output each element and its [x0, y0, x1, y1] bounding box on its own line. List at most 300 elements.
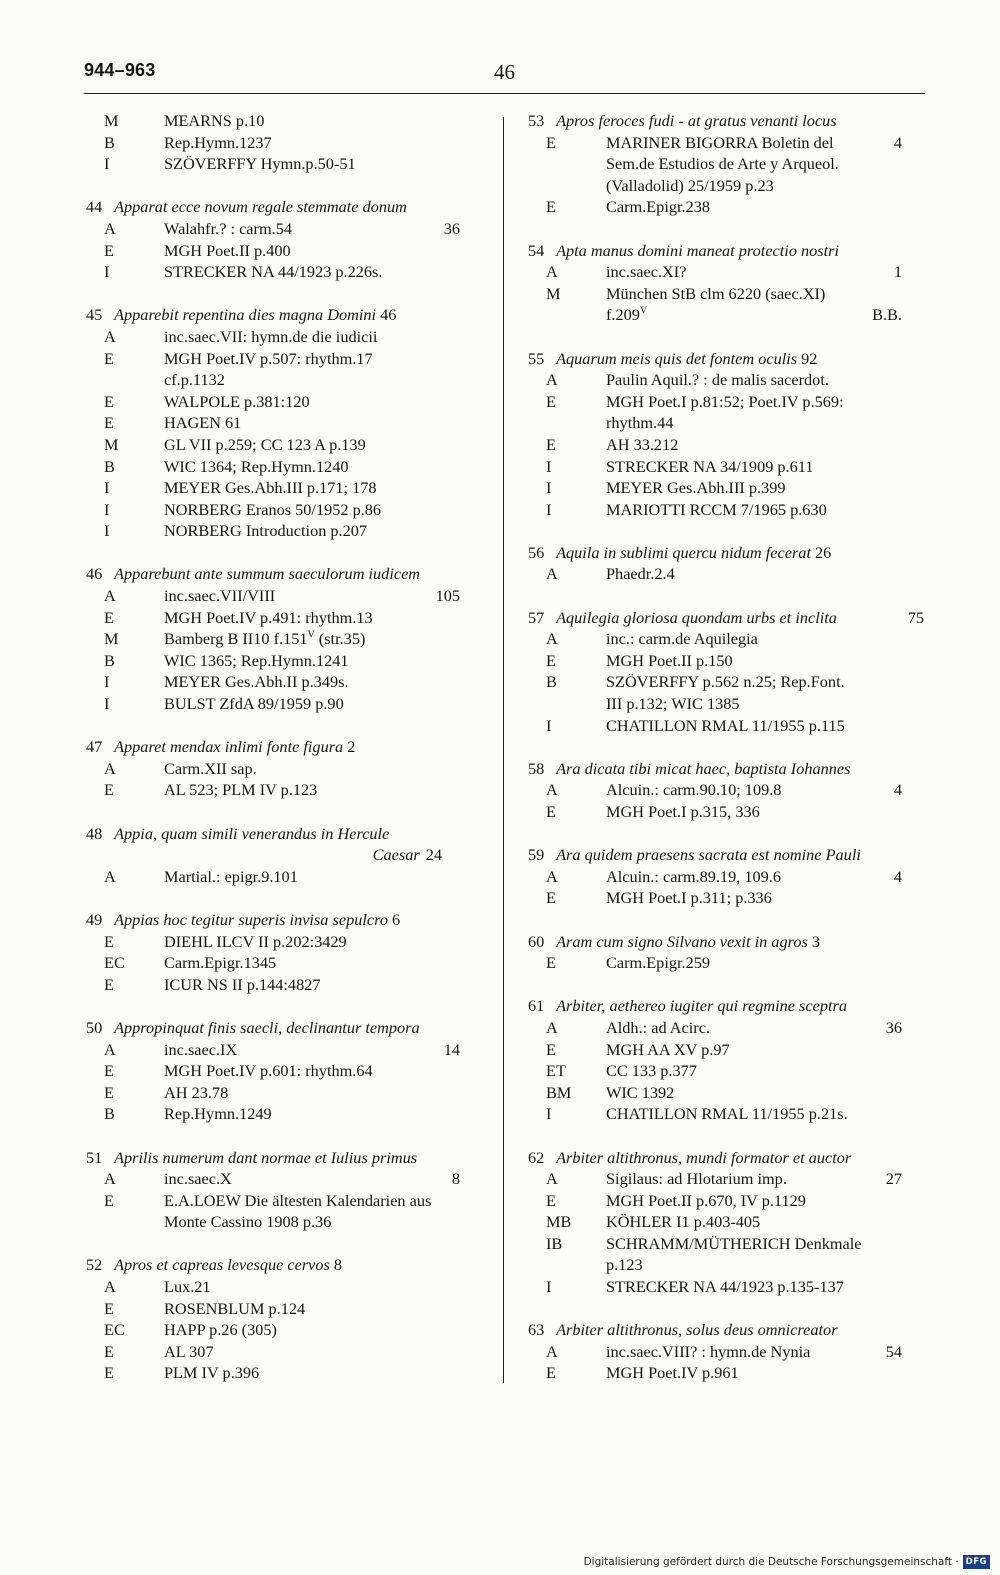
reference-text: [164, 1191, 431, 1210]
entry-heading: [86, 909, 486, 931]
reference-citation: WALPOLE p.381:120: [164, 391, 310, 411]
reference-citation: Carm.XII sap.: [164, 758, 257, 778]
reference-type: E: [546, 197, 556, 217]
verse-count: 4: [893, 780, 902, 800]
entry-incipit: Arbiter altithronus, mundi formator et auctor: [556, 1147, 852, 1167]
reference-line: [86, 650, 486, 672]
entry-incipit-continued: Caesar: [372, 845, 420, 865]
reference-citation: MGH AA XV p.97: [606, 1039, 730, 1059]
reference-text: [164, 111, 264, 130]
reference-text: [606, 176, 774, 195]
reference-line: [528, 175, 928, 197]
reference-line: [528, 952, 928, 974]
verse-count: 36: [885, 1017, 902, 1037]
verse-count: 75: [907, 607, 924, 627]
reference-line: [528, 671, 928, 693]
reference-citation: NORBERG Introduction p.207: [164, 521, 368, 541]
reference-citation: MGH Poet.II p.150: [606, 650, 733, 670]
verse-count: 27: [885, 1169, 902, 1189]
reference-type: E: [104, 780, 114, 800]
catalog-entry: [86, 196, 486, 282]
reference-citation: WIC 1365; Rep.Hymn.1241: [164, 650, 349, 670]
reference-type: E: [104, 931, 114, 951]
reference-line: [528, 1082, 928, 1104]
reference-line: [528, 369, 928, 391]
entry-number: 52: [86, 1255, 103, 1275]
reference-citation: E.A.LOEW Die ältesten Kalendarien aus: [164, 1190, 432, 1210]
reference-line: [86, 974, 486, 996]
reference-type: EC: [104, 953, 125, 973]
reference-type: E: [546, 802, 556, 821]
entry-number: 59: [528, 845, 545, 865]
reference-type: A: [546, 262, 558, 282]
reference-line: [528, 801, 928, 823]
reference-text: [164, 1169, 232, 1188]
entry-heading: [86, 1017, 486, 1039]
page-header: [84, 56, 925, 96]
reference-line: [528, 693, 928, 715]
entry-incipit: Aprilis numerum dant normae et Iulius primus: [114, 1147, 418, 1167]
entry-number: 45: [86, 305, 103, 325]
entry-heading: [86, 823, 486, 845]
reference-text: [164, 759, 257, 778]
reference-citation: AL 523; PLM IV p.123: [164, 780, 318, 800]
reference-line: [86, 758, 486, 780]
entry-number: 56: [528, 542, 545, 562]
reference-type: M: [104, 111, 119, 130]
reference-line: [86, 153, 486, 175]
reference-text: [606, 953, 710, 972]
reference-citation: MGH Poet.IV p.507: rhythm.17: [164, 348, 373, 368]
reference-text: [164, 586, 275, 605]
reference-type: A: [104, 218, 116, 238]
reference-line: [86, 218, 486, 240]
reference-text: [606, 197, 710, 216]
reference-line: [86, 412, 486, 434]
reference-type: E: [546, 1190, 556, 1210]
reference-text: [164, 1277, 211, 1296]
reference-type: I: [104, 694, 110, 714]
reference-text: [606, 500, 827, 519]
reference-type: E: [546, 888, 556, 908]
catalog-entry: [528, 1319, 928, 1384]
reference-citation: PLM IV p.396: [164, 1363, 260, 1383]
reference-text: [606, 1255, 643, 1274]
reference-citation: KÖHLER I1 p.403-405: [606, 1212, 761, 1232]
entry-number: 58: [528, 758, 545, 778]
reference-text: [164, 1212, 331, 1231]
reference-citation: SZÖVERFFY Hymn.p.50-51: [164, 154, 356, 174]
reference-text: [606, 478, 786, 497]
reference-type: E: [546, 650, 556, 670]
entry-heading: [528, 348, 928, 370]
reference-citation: inc.saec.VIII? : hymn.de Nynia: [606, 1341, 811, 1361]
reference-type: E: [104, 1061, 114, 1081]
reference-citation: BULST ZfdA 89/1959 p.90: [164, 694, 344, 714]
footer: [584, 1555, 990, 1569]
reference-citation-suffix: (str.35): [314, 629, 366, 649]
catalog-entry: [528, 1147, 928, 1298]
reference-type: I: [104, 478, 110, 498]
reference-type: A: [546, 1017, 558, 1037]
verse-count: 8: [333, 1255, 343, 1275]
reference-line: [86, 326, 486, 348]
catalog-entry: [86, 1147, 486, 1233]
reference-citation: Martial.: epigr.9.101: [164, 866, 298, 886]
reference-type: A: [546, 370, 558, 390]
reference-citation: MEARNS p.10: [164, 111, 265, 130]
reference-text: [164, 435, 366, 454]
reference-text: [164, 327, 377, 346]
reference-text: [164, 1083, 228, 1102]
reference-line: [528, 887, 928, 909]
reference-type: BM: [546, 1082, 572, 1102]
reference-type: A: [546, 564, 558, 584]
reference-type: A: [546, 629, 558, 649]
reference-citation: Rep.Hymn.1249: [164, 1104, 272, 1124]
reference-text: [164, 1299, 305, 1318]
reference-type: I: [104, 672, 110, 692]
reference-line: [86, 456, 486, 478]
reference-type: M: [104, 434, 119, 454]
reference-text: [164, 694, 344, 713]
reference-citation: Paulin Aquil.? : de malis sacerdot.: [606, 370, 829, 390]
reference-citation: MARINER BIGORRA Boletin del: [606, 132, 834, 152]
reference-citation: ICUR NS II p.144:4827: [164, 974, 321, 994]
reference-citation: AH 23.78: [164, 1082, 229, 1102]
entry-heading-continued: [86, 844, 486, 866]
reference-citation: MEYER Ges.Abh.II p.349s.: [164, 672, 349, 692]
entry-number: 63: [528, 1320, 545, 1340]
reference-citation: SCHRAMM/MÜTHERICH Denkmale: [606, 1233, 862, 1253]
reference-line: [86, 693, 486, 715]
entry-incipit: Apros et capreas levesque cervos: [114, 1255, 330, 1275]
reference-line: [86, 931, 486, 953]
entry-incipit: Appia, quam simili venerandus in Hercule: [114, 823, 390, 843]
reference-citation: DIEHL ILCV II p.202:3429: [164, 931, 347, 951]
verse-count: 2: [347, 737, 356, 757]
reference-citation: rhythm.44: [606, 413, 674, 433]
entry-range: 944–963: [84, 60, 156, 80]
reference-citation: inc.saec.VII: hymn.de die iudicii: [164, 326, 378, 346]
reference-text: [164, 154, 356, 173]
entry-incipit: Apparat ecce novum regale stemmate donum: [114, 197, 407, 217]
reference-type: E: [546, 132, 556, 152]
reference-text: [606, 154, 839, 173]
catalog-entry: [528, 844, 928, 909]
reference-type: M: [104, 629, 119, 649]
reference-citation: ROSENBLUM p.124: [164, 1298, 306, 1318]
entry-incipit: Ara quidem praesens sacrata est nomine Pauli: [556, 845, 861, 865]
catalog-entry: [86, 110, 486, 175]
verse-count: 26: [814, 542, 832, 562]
reference-line: [528, 715, 928, 737]
reference-line: [528, 153, 928, 175]
reference-text: [606, 262, 686, 281]
reference-text: [164, 349, 373, 368]
reference-citation: MEYER Ges.Abh.III p.399: [606, 478, 786, 498]
reference-text: [606, 1169, 787, 1188]
reference-text: [164, 521, 367, 540]
reference-line: [528, 628, 928, 650]
reference-text: [606, 716, 845, 735]
entry-number: 62: [528, 1147, 545, 1167]
entry-heading: [528, 1147, 928, 1169]
reference-text: [164, 932, 347, 951]
reference-text: [164, 457, 349, 476]
reference-citation: Lux.21: [164, 1277, 211, 1297]
verse-count: 1: [893, 262, 902, 282]
entry-heading: [86, 196, 486, 218]
reference-type: I: [546, 1104, 552, 1124]
reference-line: [528, 132, 928, 154]
reference-type: E: [104, 348, 114, 368]
entry-heading: [528, 844, 928, 866]
entry-heading: [528, 1319, 928, 1341]
reference-type: A: [104, 758, 116, 778]
entry-incipit: Aquarum meis quis det fontem oculis: [556, 348, 798, 368]
reference-type: A: [104, 1277, 116, 1297]
reference-type: MB: [546, 1212, 572, 1232]
reference-line: [528, 1168, 928, 1190]
reference-line: [528, 304, 928, 326]
reference-line: [86, 1341, 486, 1363]
reference-type: B: [546, 672, 557, 692]
catalog-entry: [528, 110, 928, 218]
verse-count: 3: [811, 931, 820, 951]
reference-type: A: [104, 1169, 116, 1189]
reference-type: B: [104, 1104, 115, 1124]
reference-text: [164, 133, 272, 152]
reference-text: [606, 305, 647, 324]
reference-text: [606, 564, 675, 583]
verse-count: 92: [801, 348, 818, 368]
reference-text: [606, 1277, 844, 1296]
reference-line: [86, 779, 486, 801]
entry-number: 61: [528, 996, 545, 1016]
catalog-entry: [528, 758, 928, 823]
entry-incipit: Apparebit repentina dies magna Domini: [114, 305, 377, 325]
reference-text: [606, 1083, 674, 1102]
reference-text: [164, 1061, 373, 1080]
reference-line: [86, 1211, 486, 1233]
reference-line: [86, 391, 486, 413]
verse-count: 36: [443, 218, 460, 238]
reference-type: I: [546, 1277, 552, 1297]
reference-text: [606, 780, 781, 799]
reference-citation: WIC 1364; Rep.Hymn.1240: [164, 456, 349, 476]
reference-citation: Sem.de Estudios de Arte y Arqueol.: [606, 154, 839, 174]
reference-citation: inc.: carm.de Aquilegia: [606, 629, 758, 649]
entry-heading: [528, 607, 928, 629]
catalog-entry: [86, 1017, 486, 1125]
verse-count: 46: [380, 305, 397, 325]
catalog-entry: [528, 348, 928, 521]
reference-type: E: [104, 1341, 114, 1361]
reference-citation: Carm.Epigr.259: [606, 953, 711, 973]
reference-citation: CHATILLON RMAL 11/1955 p.115: [606, 715, 845, 735]
reference-citation: HAGEN 61: [164, 413, 242, 433]
entry-heading: [528, 110, 928, 132]
entry-heading: [86, 1254, 486, 1276]
reference-text: [606, 1342, 810, 1361]
reference-type: E: [104, 240, 114, 260]
entry-heading: [86, 563, 486, 585]
reference-citation: inc.saec.X: [164, 1169, 232, 1189]
reference-line: [86, 348, 486, 370]
entry-incipit: Apros feroces fudi - at gratus venanti locus: [556, 111, 837, 130]
reference-line: [86, 1039, 486, 1061]
entry-number: 49: [86, 909, 103, 929]
reference-citation: MGH Poet.IV p.601: rhythm.64: [164, 1061, 373, 1081]
reference-text: [606, 284, 825, 303]
reference-citation: MARIOTTI RCCM 7/1965 p.630: [606, 499, 827, 519]
reference-type: M: [546, 283, 561, 303]
reference-citation: Carm.Epigr.1345: [164, 953, 277, 973]
reference-line: [86, 1298, 486, 1320]
entry-number: 47: [86, 737, 103, 757]
reference-line: [86, 1362, 486, 1384]
reference-type: E: [104, 607, 114, 627]
entry-incipit: Appias hoc tegitur superis invisa sepulcro: [114, 909, 388, 929]
verse-count: 24: [425, 845, 442, 865]
reference-line: [86, 866, 486, 888]
reference-type: A: [104, 866, 116, 886]
reference-type: I: [546, 456, 552, 476]
reference-citation: MGH Poet.IV p.961: [606, 1363, 739, 1383]
reference-line: [86, 369, 486, 391]
reference-type: E: [546, 1363, 556, 1383]
reference-citation: MGH Poet.I p.81:52; Poet.IV p.569:: [606, 391, 844, 411]
reference-type: E: [546, 1039, 556, 1059]
reference-type: E: [104, 1363, 114, 1383]
reference-text: [164, 867, 298, 886]
reference-type: I: [104, 521, 110, 541]
entry-heading: [528, 542, 928, 564]
reference-type: E: [104, 1298, 114, 1318]
reference-type: EC: [104, 1320, 125, 1340]
entry-number: 55: [528, 348, 545, 368]
reference-citation: III p.132; WIC 1385: [606, 694, 740, 714]
verse-count: 4: [893, 866, 902, 886]
reference-type: B: [104, 650, 115, 670]
reference-citation: MEYER Ges.Abh.III p.171; 178: [164, 478, 377, 498]
reference-citation: AL 307: [164, 1341, 214, 1361]
reference-line: [528, 283, 928, 305]
reference-type: A: [104, 586, 116, 606]
reference-citation: Bamberg B II10 f.151: [164, 629, 308, 649]
reference-citation: GL VII p.259; CC 123 A p.139: [164, 434, 366, 454]
reference-line: [528, 1254, 928, 1276]
reference-citation: p.123: [606, 1255, 643, 1275]
reference-line: [528, 1190, 928, 1212]
reference-line: [528, 1341, 928, 1363]
reference-type: A: [546, 866, 558, 886]
reference-line: [86, 520, 486, 542]
entry-incipit: Apparebunt ante summum saeculorum iudicem: [114, 564, 421, 584]
verse-count: 14: [443, 1039, 460, 1059]
reference-text: [164, 1363, 259, 1382]
reference-text: [164, 672, 349, 691]
reference-citation: inc.saec.IX: [164, 1039, 238, 1059]
reference-text: [164, 629, 365, 648]
catalog-entry: [528, 995, 928, 1125]
reference-text: [164, 392, 310, 411]
reference-line: [528, 1017, 928, 1039]
reference-citation: Phaedr.2.4: [606, 564, 675, 584]
reference-text: [164, 370, 225, 389]
reference-type: I: [546, 499, 552, 519]
reference-line: [86, 1276, 486, 1298]
reference-line: [528, 1039, 928, 1061]
reference-line: [528, 650, 928, 672]
reference-line: [528, 477, 928, 499]
reference-citation: Aldh.: ad Acirc.: [606, 1017, 710, 1037]
reference-line: [528, 866, 928, 888]
verse-count: B.B.: [872, 305, 902, 325]
reference-type: A: [546, 1169, 558, 1189]
entry-incipit: Aquila in sublimi quercu nidum fecerat: [556, 542, 811, 562]
verse-count: 6: [391, 909, 401, 929]
entry-number: 57: [528, 607, 545, 627]
reference-type: ET: [546, 1061, 566, 1081]
entry-number: 60: [528, 931, 545, 951]
reference-line: [86, 628, 486, 650]
reference-line: [528, 412, 928, 434]
catalog-entry: [528, 240, 928, 326]
reference-citation: SZÖVERFFY p.562 n.25; Rep.Font.: [606, 672, 845, 692]
entry-heading: [86, 736, 486, 758]
entry-number: 50: [86, 1017, 103, 1037]
reference-citation: cf.p.1132: [164, 370, 225, 390]
reference-line: [528, 456, 928, 478]
reference-line: [528, 391, 928, 413]
right-column: [528, 110, 928, 1406]
reference-line: [86, 261, 486, 283]
reference-text: [164, 1104, 272, 1123]
reference-citation: STRECKER NA 34/1909 p.611: [606, 456, 814, 476]
reference-citation: MGH Poet.II p.400: [164, 240, 291, 260]
reference-type: E: [546, 391, 556, 411]
header-rule: [84, 93, 925, 94]
reference-citation: CC 133 p.377: [606, 1061, 697, 1081]
reference-type: E: [546, 434, 556, 454]
reference-text: [606, 1234, 862, 1253]
reference-text: [606, 1212, 760, 1231]
reference-text: [606, 435, 678, 454]
reference-line: [86, 952, 486, 974]
reference-line: [86, 1082, 486, 1104]
reference-type: E: [546, 953, 556, 973]
reference-text: [164, 500, 381, 519]
reference-text: [164, 1320, 277, 1339]
reference-line: [528, 1103, 928, 1125]
reference-line: [86, 1319, 486, 1341]
reference-line: [86, 607, 486, 629]
entry-number: 51: [86, 1147, 103, 1167]
reference-text: [164, 1342, 214, 1361]
entry-number: 44: [86, 197, 103, 217]
reference-line: [86, 132, 486, 154]
reference-type: I: [546, 715, 552, 735]
reference-text: [606, 888, 772, 907]
entry-heading: [528, 931, 928, 953]
reference-citation: STRECKER NA 44/1923 p.135-137: [606, 1277, 844, 1297]
reference-type: E: [104, 1082, 114, 1102]
reference-type: A: [104, 326, 116, 346]
reference-text: [164, 219, 292, 238]
reference-type: I: [104, 262, 110, 282]
